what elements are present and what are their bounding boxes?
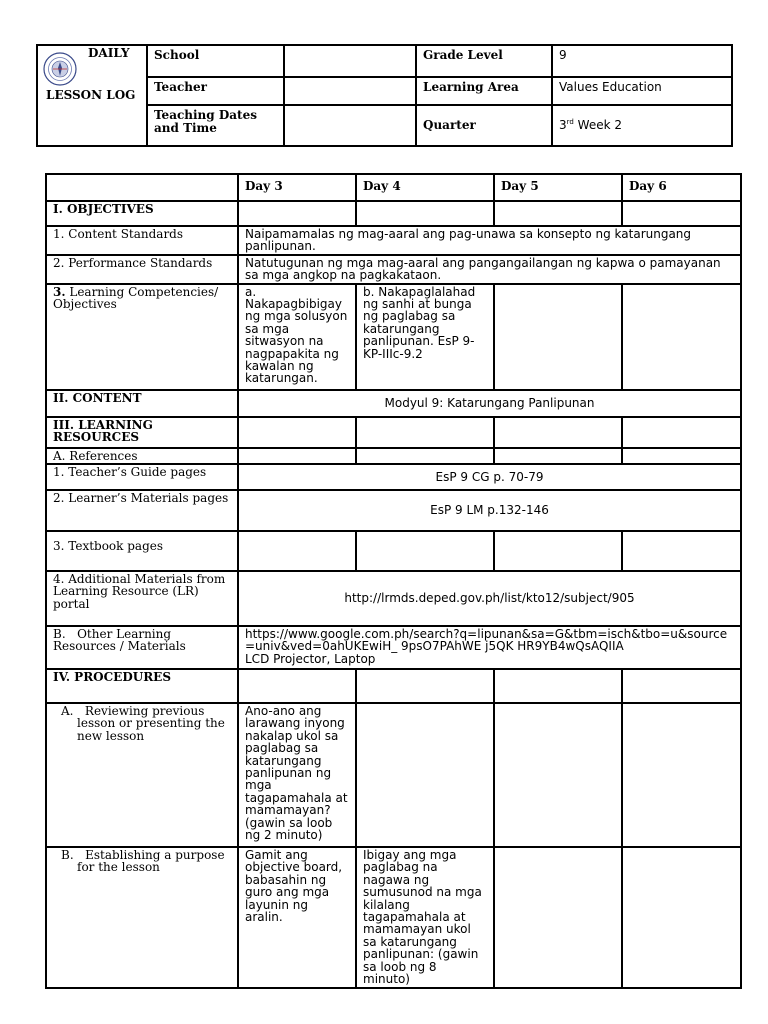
- cell: [494, 284, 622, 390]
- school-label: School: [147, 45, 284, 77]
- table-row: [46, 571, 741, 626]
- daily-label: DAILY: [88, 46, 130, 60]
- quarter-number: 3: [559, 118, 567, 132]
- cell: [622, 531, 741, 571]
- cell: [622, 847, 741, 987]
- cell: [494, 703, 622, 847]
- grade-level-label: Grade Level: [416, 45, 552, 77]
- cell: [622, 703, 741, 847]
- table-row: [46, 201, 741, 226]
- cell: [356, 201, 494, 226]
- teaching-dates-label: Teaching Dates and Time: [147, 105, 284, 146]
- quarter-label: Quarter: [416, 105, 552, 146]
- teachers-guide-value: EsP 9 CG p. 70-79: [238, 464, 741, 490]
- table-row: [46, 490, 741, 531]
- table-row: [46, 847, 741, 987]
- cell: [356, 531, 494, 571]
- table-row: [46, 669, 741, 703]
- teaching-dates-field[interactable]: [284, 105, 416, 146]
- competencies-day4: b. Nakapaglalahad ng sanhi at bunga ng paglabag sa katarungang panlipunan. EsP 9-KP-IIIc-9.2: [356, 284, 494, 390]
- table-row: [46, 390, 741, 417]
- lesson-log-label: LESSON LOG: [46, 88, 136, 102]
- purpose-label-cell: [46, 847, 238, 987]
- content-heading: II. CONTENT: [46, 390, 238, 417]
- table-row: [46, 417, 741, 448]
- reviewing-label-cell: [46, 703, 238, 847]
- learning-area-value: Values Education: [552, 77, 732, 105]
- quarter-week: Week 2: [573, 118, 622, 132]
- teachers-guide-label: 1. Teacher’s Guide pages: [46, 464, 238, 490]
- cell: [494, 669, 622, 703]
- competencies-number: 3.: [53, 284, 66, 299]
- quarter-value: [552, 105, 732, 146]
- table-row: [46, 531, 741, 571]
- corner-cell: [46, 174, 238, 201]
- cell: [238, 201, 356, 226]
- table-row: [46, 255, 741, 284]
- cell: [238, 531, 356, 571]
- day-header: Day 5: [494, 174, 622, 201]
- cell: [494, 417, 622, 448]
- other-resources-label: B. Other Learning Resources / Materials: [46, 626, 238, 669]
- reviewing-day3: Ano-ano ang larawang inyong nakalap ukol sa paglabag sa katarungang panlipunan ng mga tagapamahala at mamamayan? (gawin sa loob ng 2 minuto): [238, 703, 356, 847]
- day-header: Day 3: [238, 174, 356, 201]
- objectives-heading: I. OBJECTIVES: [46, 201, 238, 226]
- other-resources-value: [238, 626, 741, 669]
- competencies-text: Learning Competencies/ Objectives: [53, 284, 219, 312]
- competencies-day3: a. Nakapagbibigay ng mga solusyon sa mga sitwasyon na nagpapakita ng kawalan ng katarungan.: [238, 284, 356, 390]
- procedures-heading: IV. PROCEDURES: [46, 669, 238, 703]
- cell: [622, 448, 741, 464]
- table-row: [46, 626, 741, 669]
- textbook-label: 3. Textbook pages: [46, 531, 238, 571]
- purpose-day4: Ibigay ang mga paglabag na nagawa ng sumusunod na mga kilalang tagapamahala at mamamayan ukol sa katarungang panlipunan: (gawin sa loob ng 8 minuto): [356, 847, 494, 987]
- learning-resources-heading: III. LEARNING RESOURCES: [46, 417, 238, 448]
- table-row: [46, 284, 741, 390]
- teacher-field[interactable]: [284, 77, 416, 105]
- quarter-ordinal: rd: [566, 118, 574, 126]
- school-field[interactable]: [284, 45, 416, 77]
- content-standards-label: 1. Content Standards: [46, 226, 238, 255]
- cell: [238, 448, 356, 464]
- grade-level-value: 9: [552, 45, 732, 77]
- other-resources-link[interactable]: https://www.google.com.ph/search?q=lipunan&sa=G&tbm=isch&tbo=u&source=univ&ved=0ahUKEwiH_ 9psO7PAhWE j5QK HR9YB4wQsAQIIA: [245, 627, 728, 654]
- content-standards-value: Naipamamalas ng mag-aaral ang pag-unawa sa konsepto ng katarungang panlipunan.: [238, 226, 741, 255]
- other-resources-equipment: LCD Projector, Laptop: [245, 651, 376, 666]
- deped-seal-icon: [43, 52, 77, 86]
- learning-area-label: Learning Area: [416, 77, 552, 105]
- competencies-label: [46, 284, 238, 390]
- cell: [356, 669, 494, 703]
- cell: [494, 847, 622, 987]
- learners-materials-value: EsP 9 LM p.132-146: [238, 490, 741, 531]
- day-header: Day 6: [622, 174, 741, 201]
- table-row: [46, 226, 741, 255]
- purpose-label: B. Establishing a purpose for the lesson: [61, 848, 225, 875]
- cell: [494, 531, 622, 571]
- purpose-day3: Gamit ang objective board, babasahin ng guro ang mga layunin ng aralin.: [238, 847, 356, 987]
- cell: [238, 669, 356, 703]
- performance-standards-label: 2. Performance Standards: [46, 255, 238, 284]
- cell: [622, 201, 741, 226]
- lesson-log-table: [45, 173, 742, 989]
- cell: [622, 669, 741, 703]
- performance-standards-value: Natutugunan ng mga mag-aaral ang pangangailangan ng kapwa o pamayanan sa mga angkop na pagkakataon.: [238, 255, 741, 284]
- content-value: Modyul 9: Katarungang Panlipunan: [238, 390, 741, 417]
- logo-cell: [37, 45, 147, 146]
- reviewing-label: A. Reviewing previous lesson or presenting the new lesson: [61, 704, 225, 743]
- cell: [356, 448, 494, 464]
- day-header: Day 4: [356, 174, 494, 201]
- table-row: [46, 464, 741, 490]
- cell: [238, 417, 356, 448]
- additional-materials-link[interactable]: http://lrmds.deped.gov.ph/list/kto12/subject/905: [238, 571, 741, 626]
- cell: [356, 417, 494, 448]
- header-table: [36, 44, 733, 147]
- cell: [356, 703, 494, 847]
- cell: [622, 284, 741, 390]
- table-row: [46, 703, 741, 847]
- cell: [494, 448, 622, 464]
- teacher-label: Teacher: [147, 77, 284, 105]
- cell: [494, 201, 622, 226]
- table-row: [46, 448, 741, 464]
- cell: [622, 417, 741, 448]
- learners-materials-label: 2. Learner’s Materials pages: [46, 490, 238, 531]
- table-row: [46, 174, 741, 201]
- references-label: A. References: [46, 448, 238, 464]
- additional-materials-label: 4. Additional Materials from Learning Resource (LR) portal: [46, 571, 238, 626]
